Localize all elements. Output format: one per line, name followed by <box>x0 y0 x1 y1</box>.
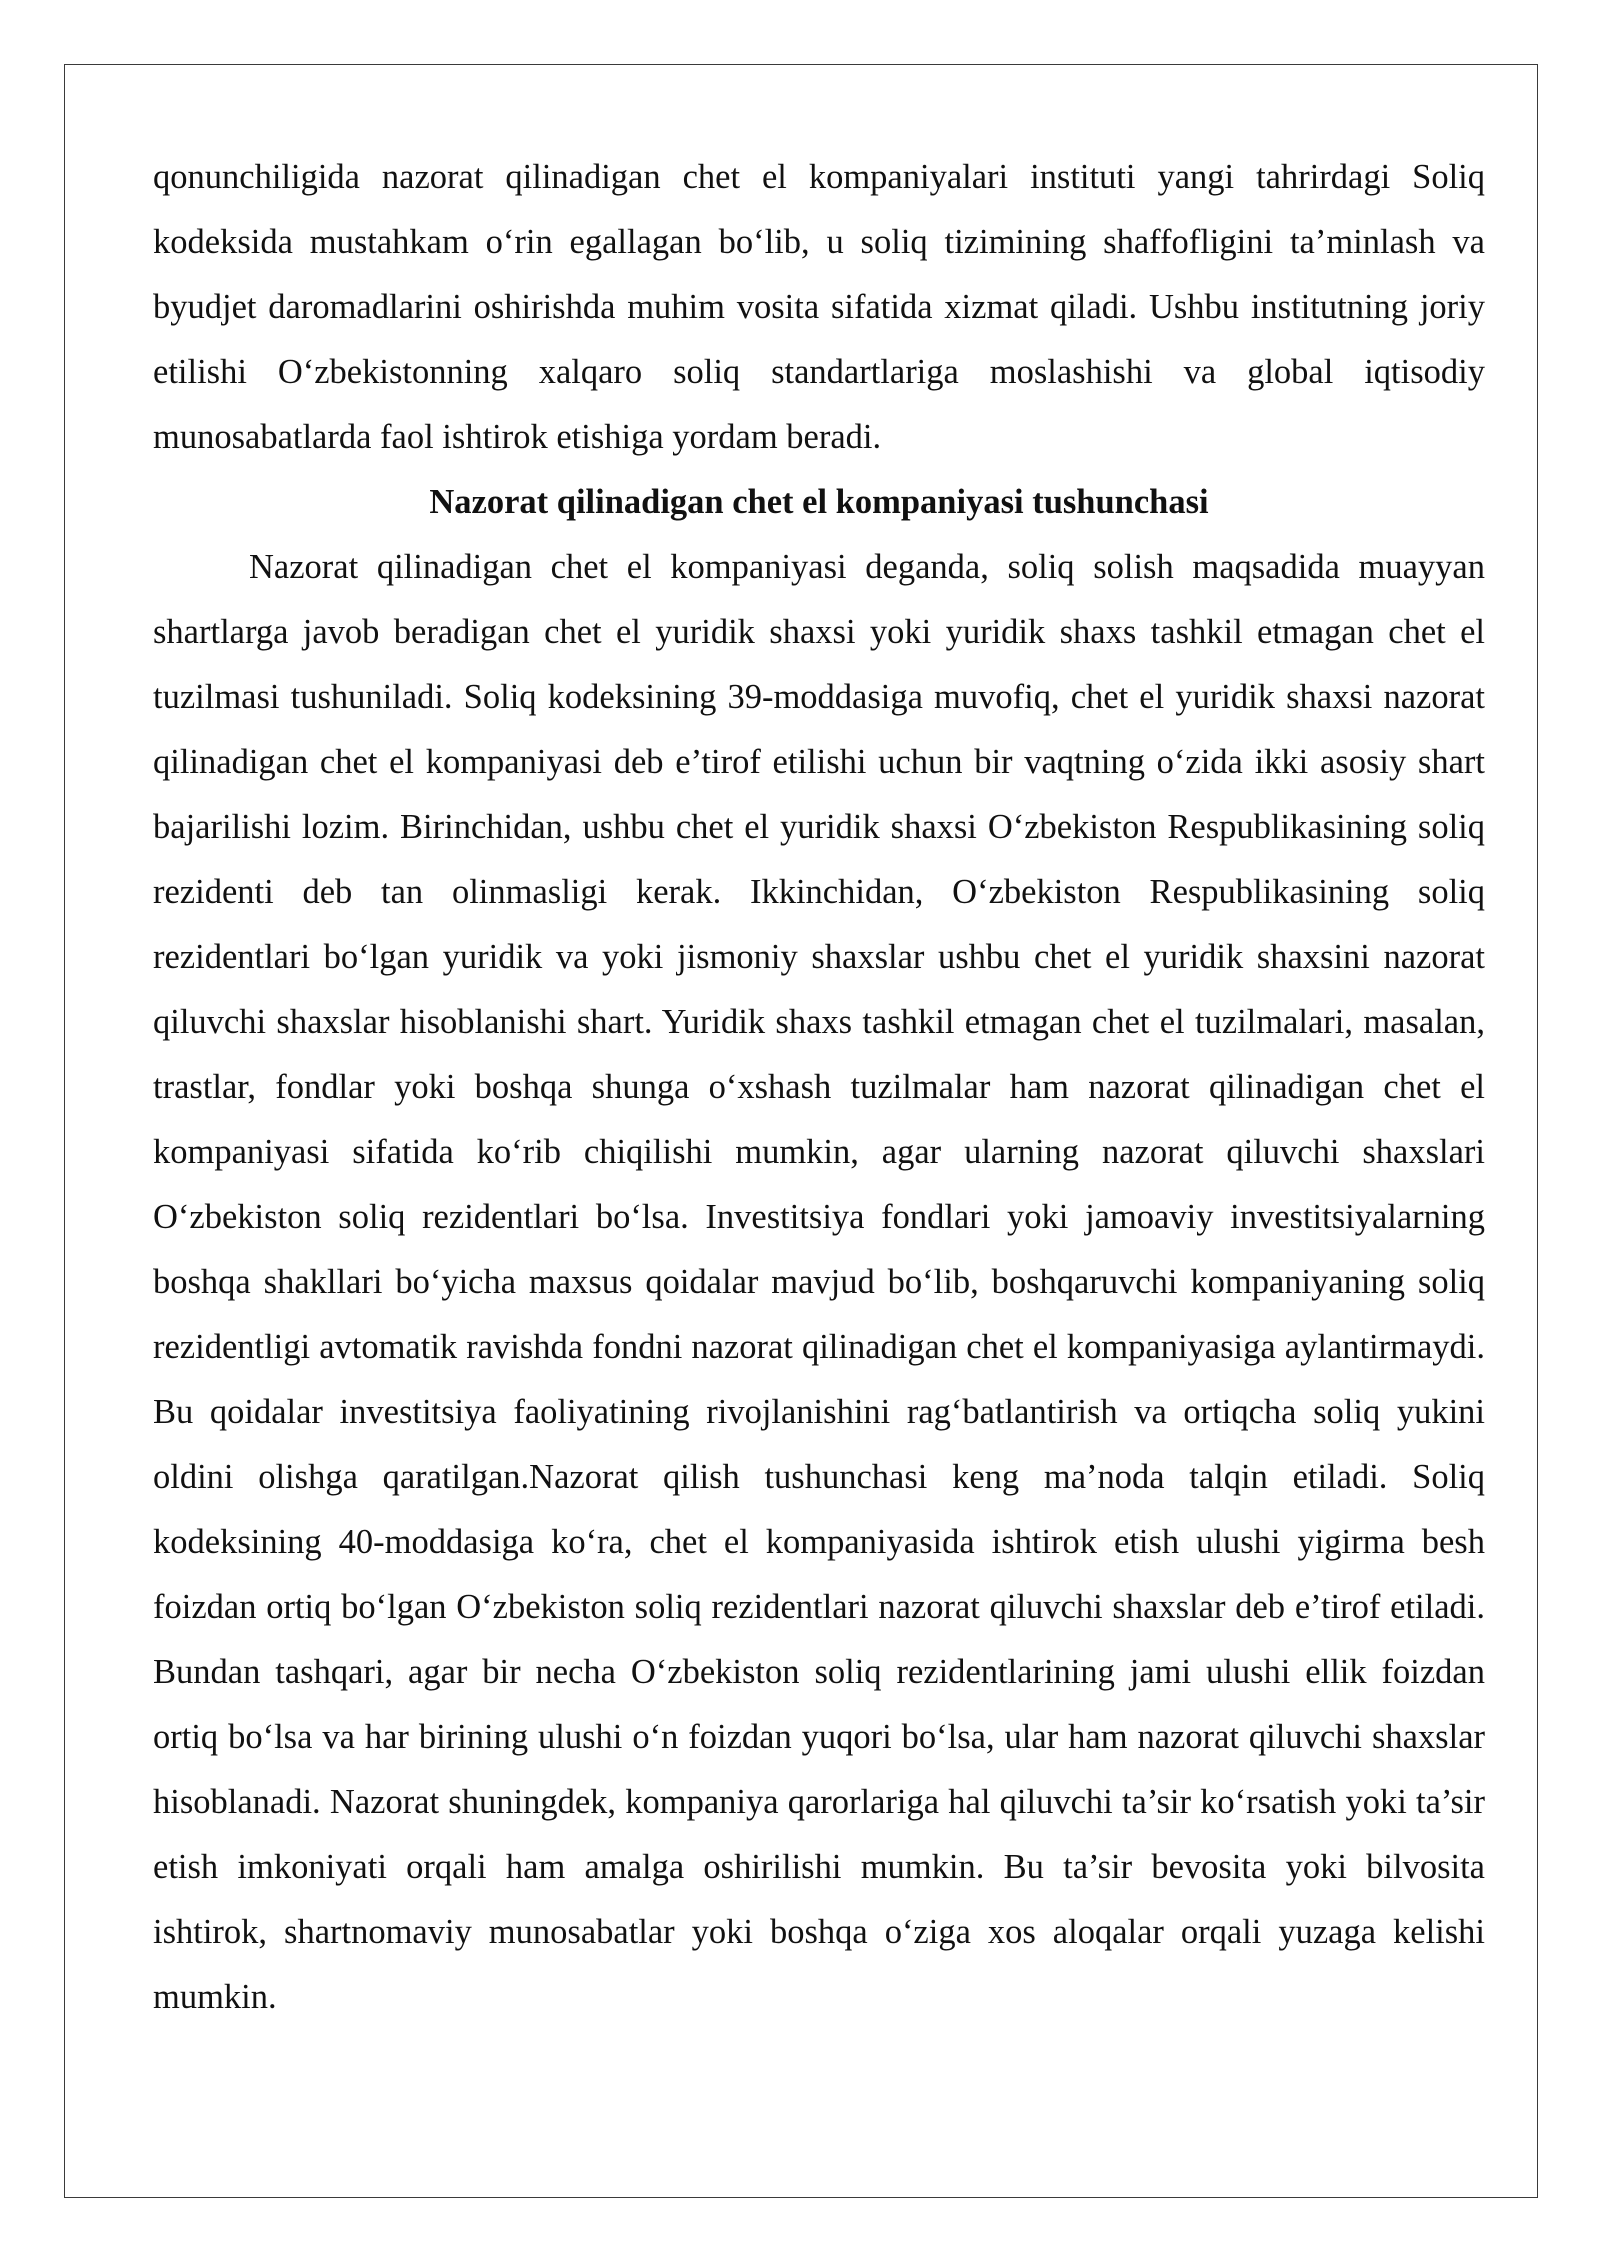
paragraph-intro: qonunchiligida nazorat qilinadigan chet el kompaniyalari instituti yangi tahrirdagi Soliq kodeksida mustahkam o‘rin egallagan bo‘lib, u soliq tizimining shaffofligini ta’minlash va byudjet daromadlarini oshirishda muhim vosita sifatida xizmat qiladi. Ushbu institutning joriy etilishi O‘zbekistonning xalqaro soliq standartlariga moslashishi va global iqtisodiy munosabatlarda faol ishtirok etishiga yordam beradi. <box>153 158 1485 456</box>
document-body <box>153 145 1485 2030</box>
paragraph-definition: Nazorat qilinadigan chet el kompaniyasi deganda, soliq solish maqsadida muayyan shartlarga javob beradigan chet el yuridik shaxsi yoki yuridik shaxs tashkil etmagan chet el tuzilmasi tushuniladi. Soliq kodeksining 39-moddasiga muvofiq, chet el yuridik shaxsi nazorat qilinadigan chet el kompaniyasi deb e’tirof etilishi uchun bir vaqtning o‘zida ikki asosiy shart bajarilishi lozim. Birinchidan, ushbu chet el yuridik shaxsi O‘zbekiston Respublikasining soliq rezidenti deb tan olinmasligi kerak. Ikkinchidan, O‘zbekiston Respublikasining soliq rezidentlari bo‘lgan yuridik va yoki jismoniy shaxslar ushbu chet el yuridik shaxsini nazorat qiluvchi shaxslar hisoblanishi shart. Yuridik shaxs tashkil etmagan chet el tuzilmalari, masalan, trastlar, fondlar yoki boshqa shunga o‘xshash tuzilmalar ham nazorat qilinadigan chet el kompaniyasi sifatida ko‘rib chiqilishi mumkin, agar ularning nazorat qiluvchi shaxslari O‘zbekiston soliq rezidentlari bo‘lsa. Investitsiya fondlari yoki jamoaviy investitsiyalarning boshqa shakllari bo‘yicha maxsus qoidalar mavjud bo‘lib, boshqaruvchi kompaniyaning soliq rezidentligi avtomatik ravishda fondni nazorat qilinadigan chet el kompaniyasiga aylantirmaydi. Bu qoidalar investitsiya faoliyatining rivojlanishini rag‘batlantirish va ortiqcha soliq yukini oldini olishga qaratilgan.Nazorat qilish tushunchasi keng ma’noda talqin etiladi. Soliq kodeksining 40-moddasiga ko‘ra, chet el kompaniyasida ishtirok etish ulushi yigirma besh foizdan ortiq bo‘lgan O‘zbekiston soliq rezidentlari nazorat qiluvchi shaxslar deb e’tirof etiladi. Bundan tashqari, agar bir necha O‘zbekiston soliq rezidentlarining jami ulushi ellik foizdan ortiq bo‘lsa va har birining ulushi o‘n foizdan yuqori bo‘lsa, ular ham nazorat qiluvchi shaxslar hisoblanadi. Nazorat shuningdek, kompaniya qarorlariga hal qiluvchi ta’sir ko‘rsatish yoki ta’sir etish imkoniyati orqali ham amalga oshirilishi mumkin. Bu ta’sir bevosita yoki bilvosita ishtirok, shartnomaviy munosabatlar yoki boshqa o‘ziga xos aloqalar orqali yuzaga kelishi mumkin. <box>153 548 1485 2016</box>
section-heading: Nazorat qilinadigan chet el kompaniyasi tushunchasi <box>429 483 1209 521</box>
